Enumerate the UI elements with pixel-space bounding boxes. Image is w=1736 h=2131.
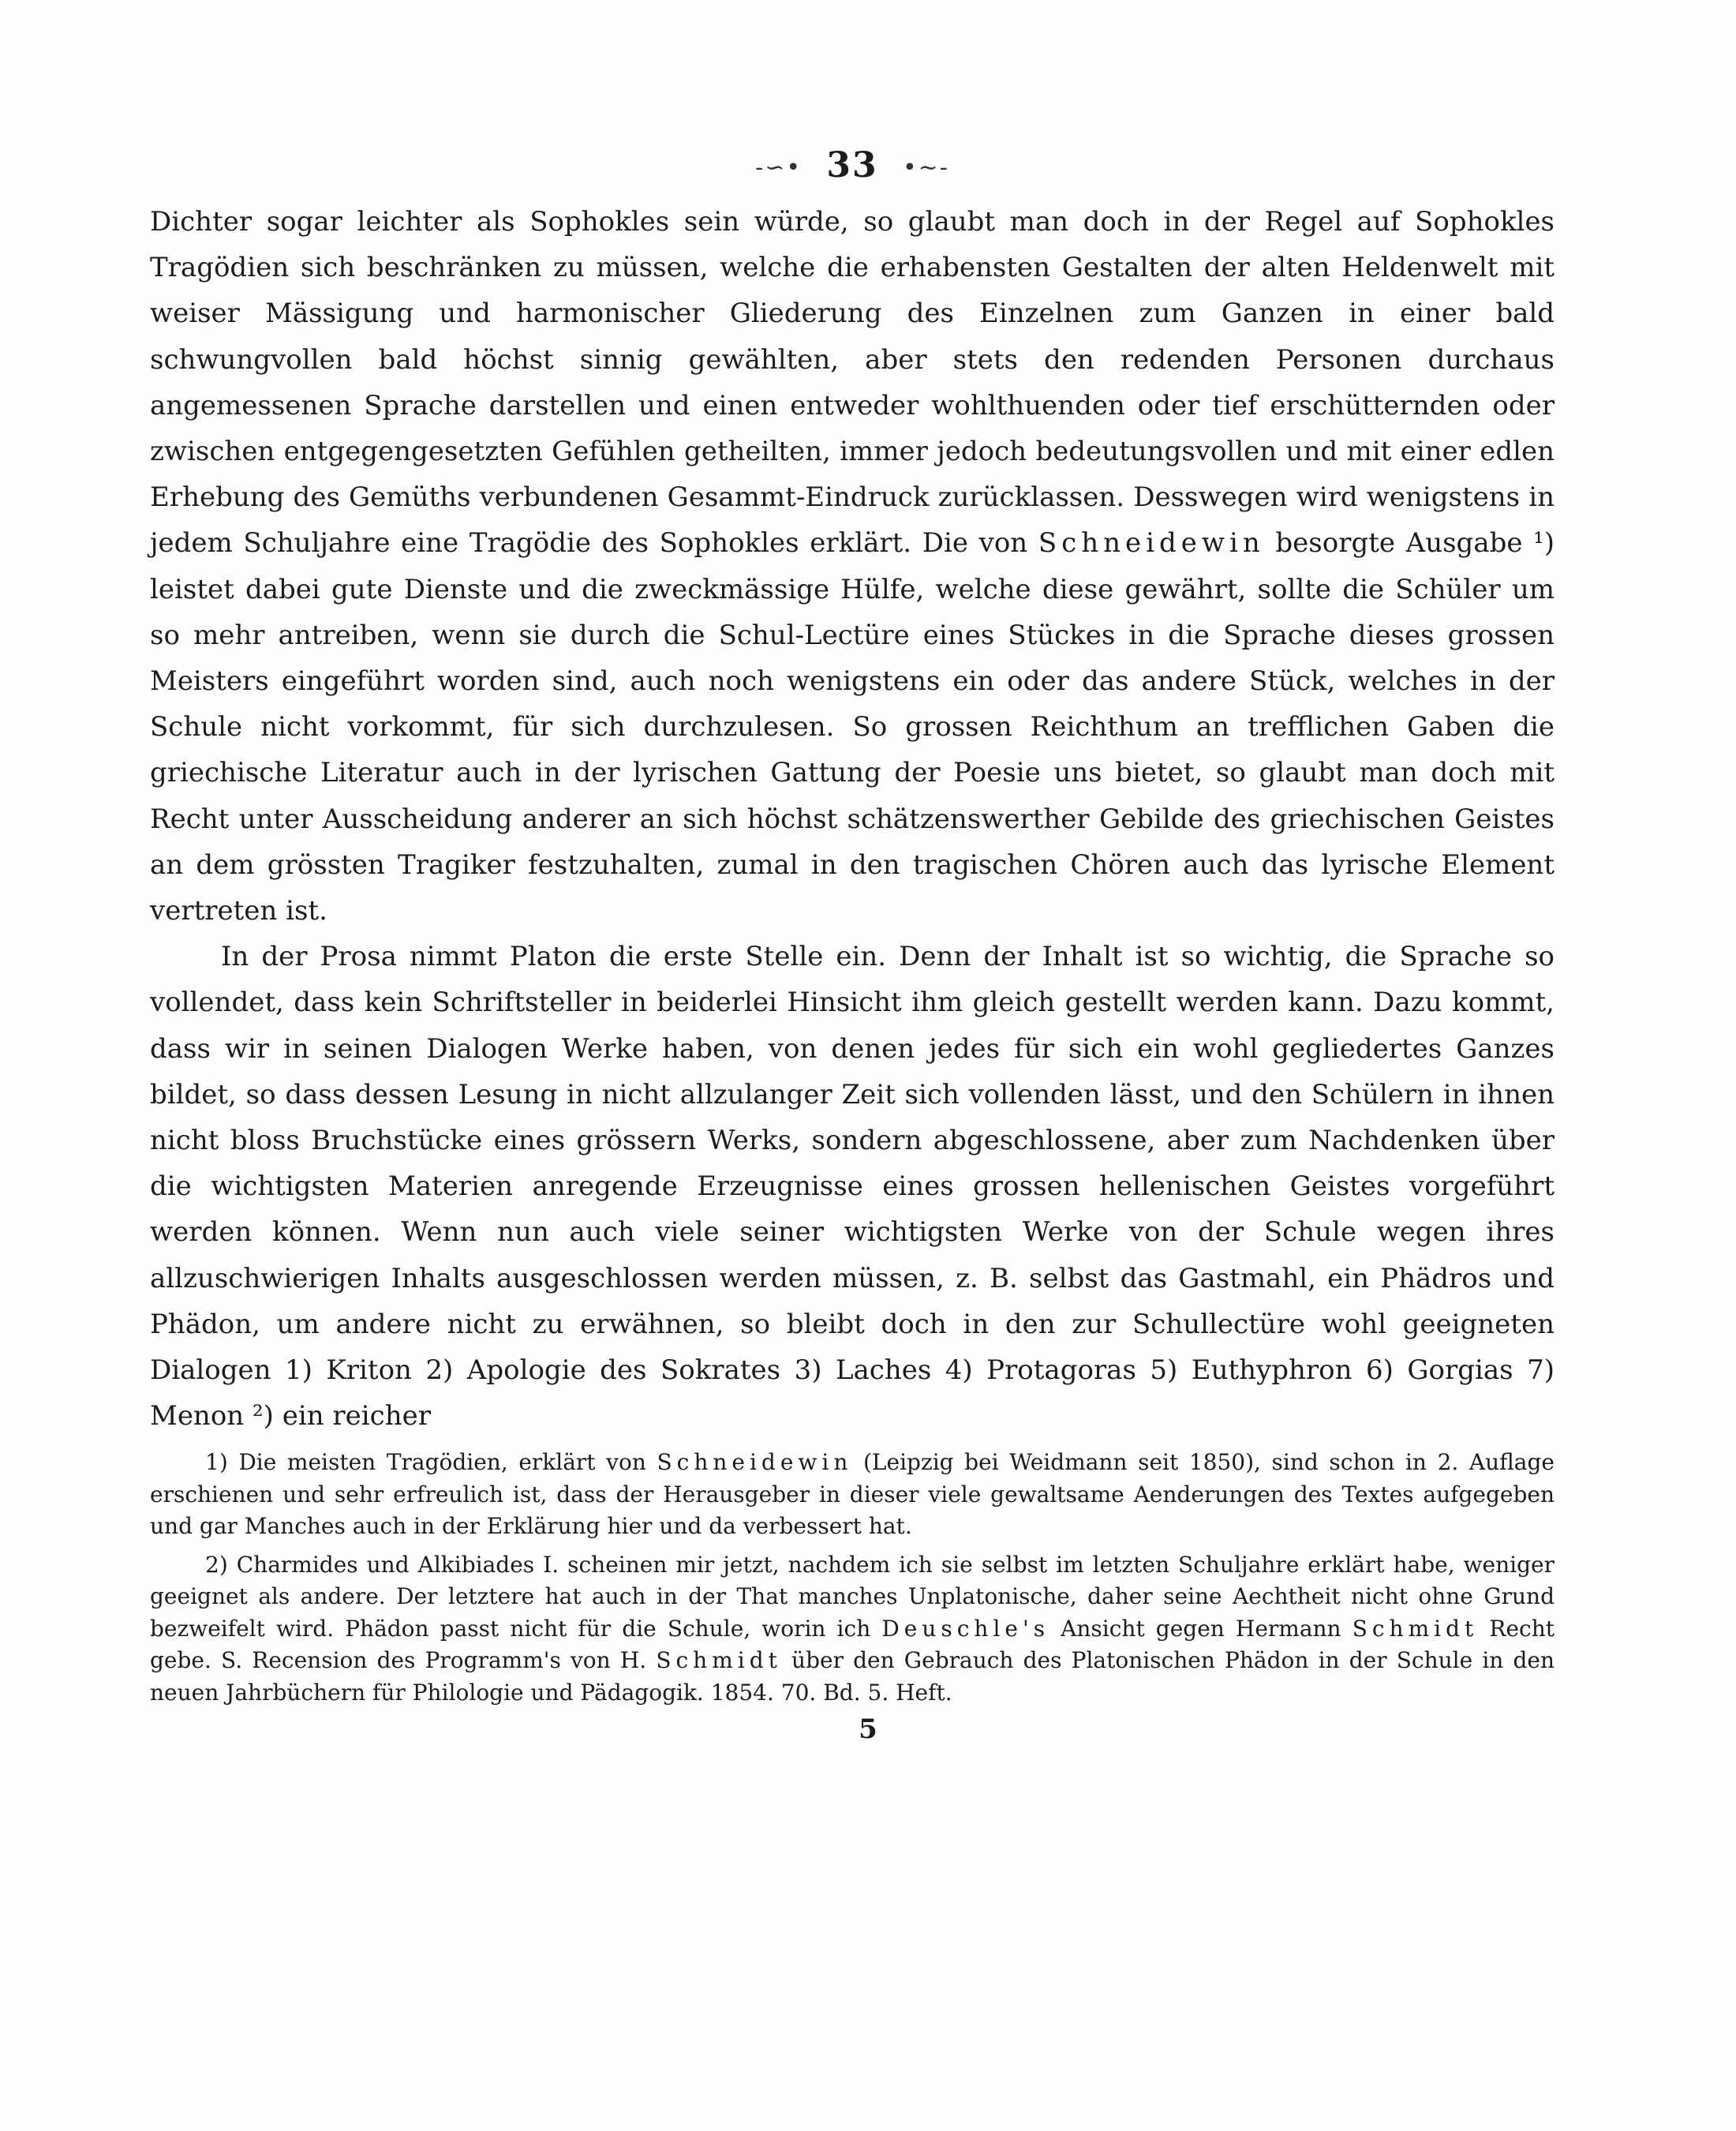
signature-mark: 5 (859, 1713, 877, 1746)
ornament-right-icon: •∼- (902, 153, 949, 182)
document-page (150, 142, 1555, 2036)
footnote-2-author-deuschle: Deuschle's (881, 1615, 1050, 1642)
footnote-2-author-schmidt-2: Schmidt (656, 1647, 782, 1674)
footnotes (150, 1447, 1555, 1709)
footnote-2 (150, 1549, 1555, 1710)
paragraph-2: In der Prosa nimmt Platon die erste Stelle ein. Denn der Inhalt ist so wichtig, die Sprache so vollendet, dass kein Schriftsteller in beiderlei Hinsicht ihm gleich gestellt werden kann. Dazu kommt, dass wir in seinen Dialogen Werke haben, von denen jedes für sich ein wohl gegliedertes Ganzes bildet, so dass dessen Lesung in nicht allzulanger Zeit sich vollenden lässt, und den Schülern in ihnen nicht bloss Bruchstücke eines grössern Werks, sondern abgeschlossene, aber zum Nachdenken über die wichtigsten Materien anregende Erzeugnisse eines grossen hellenischen Geistes vorgeführt werden können. Wenn nun auch viele seiner wichtigsten Werke von der Schule wegen ihres allzuschwierigen Inhalts ausgeschlossen werden müssen, z. B. selbst das Gastmahl, ein Phädros und Phädon, um andere nicht zu erwähnen, so bleibt doch in den zur Schullectüre wohl geeigneten Dialogen 1) Kriton 2) Apologie des Sokrates 3) Laches 4) Protagoras 5) Euthyphron 6) Gorgias 7) Menon ²) ein reicher (150, 941, 1555, 1433)
footnote-1-text: 1) Die meisten Tragödien, erklärt von (205, 1449, 646, 1476)
paragraph-1-continued: besorgte Ausgabe ¹) leistet dabei gute Dienste und die zweckmässige Hülfe, welche diese gewährt, sollte die Schüler um so mehr antreiben, wenn sie durch die Schul-Lectüre eines Stückes in die Sprache dieses grossen Meisters eingeführt worden sind, auch noch wenigstens ein oder das andere Stück, welches in der Schule nicht vorkommt, für sich durchzulesen. So grossen Reichthum an trefflichen Gaben die griechische Literatur auch in der lyrischen Gattung der Poesie uns bietet, so glaubt man doch mit Recht unter Ausscheidung anderer an sich höchst schätzenswerther Gebilde des griechischen Geistes an dem grössten Tragiker festzuhalten, zumal in den tragischen Chören auch das lyrische Element vertreten ist. (150, 527, 1555, 927)
ornament-left-icon: -∽• (755, 153, 803, 182)
page-number: 33 (826, 145, 878, 185)
author-name-schneidewin: Schneidewin (1038, 527, 1265, 560)
main-text (150, 199, 1555, 1439)
footnote-2-text-d: über den Gebrauch des Platonischen Phädon in der Schule in den neuen Jahrbüchern für Philologie und Pädagogik. 1854. 70. Bd. 5. Heft. (150, 1647, 1555, 1706)
footnote-2-text-b: Ansicht gegen Hermann (1061, 1615, 1341, 1642)
page-header (150, 142, 1555, 189)
paragraph-1-text: Dichter sogar leichter als Sophokles sein würde, so glaubt man doch in der Regel auf Sophokles Tragödien sich beschränken zu müssen, welche die erhabensten Gestalten der alten Heldenwelt mit weiser Mässigung und harmonischer Gliederung des Einzelnen zum Ganzen in einer bald schwungvollen bald höchst sinnig gewählten, aber stets den redenden Personen durchaus angemessenen Sprache darstellen und einen entweder wohlthuenden oder tief erschütternden oder zwischen entgegengesetzten Gefühlen getheilten, immer jedoch bedeutungsvollen und mit einer edlen Erhebung des Gemüths verbundenen Gesammt-Eindruck zurücklassen. Desswegen wird wenigstens in jedem Schuljahre eine Tragödie des Sophokles erklärt. Die von (150, 206, 1555, 560)
footnote-2-text: 2) Charmides und Alkibiades I. scheinen mir jetzt, nachdem ich sie selbst im letzten Schuljahre erklärt habe, weniger geeignet als andere. Der letztere hat auch in der That manches Unplatonische, daher seine Aechtheit nicht ohne Grund bezweifelt wird. Phädon passt nicht für die Schule, worin ich (150, 1551, 1555, 1642)
footnote-2-text-c: Recht gebe. S. Recension des Programm's von H. (150, 1615, 1555, 1674)
paragraph-1 (150, 199, 1555, 934)
footnote-1-author: Schneidewin (657, 1449, 853, 1476)
footnote-1-continued: (Leipzig bei Weidmann seit 1850), sind schon in 2. Auflage erschienen und sehr erfreulich ist, dass der Herausgeber in dieser viele gewaltsame Aenderungen des Textes aufgegeben und gar Manches auch in der Erklärung hier und da verbessert hat. (150, 1449, 1555, 1540)
footnote-2-author-schmidt: Schmidt (1352, 1615, 1479, 1642)
footnote-1 (150, 1447, 1555, 1543)
